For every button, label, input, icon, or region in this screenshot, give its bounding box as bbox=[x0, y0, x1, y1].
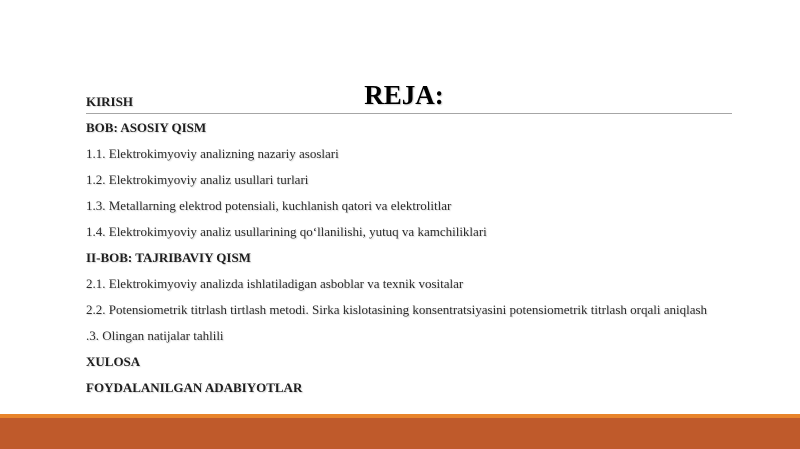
toc-item-kirish: KIRISH bbox=[86, 94, 133, 109]
toc-item-xulosa: XULOSA bbox=[86, 354, 141, 369]
toc-item-ii-bob: II-BOB: TAJRIBAVIY QISM bbox=[86, 250, 251, 265]
toc-item-2-3: .3. Olingan natijalar tahlili bbox=[86, 328, 224, 343]
footer-accent-bar bbox=[0, 418, 800, 449]
toc-item-2-2: 2.2. Potensiometrik titrlash tirtlash metodi. Sirka kislotasining konsentratsiyasini potensiometrik titrlash orqali aniqlash bbox=[86, 302, 708, 317]
toc-item-adabiyotlar: FOYDALANILGAN ADABIYOTLAR bbox=[86, 380, 303, 395]
toc-item-bob-asosiy-qism: BOB: ASOSIY QISM bbox=[86, 120, 207, 135]
toc-item-2-1: 2.1. Elektrokimyoviy analizda ishlatiladigan asboblar va texnik vositalar bbox=[86, 276, 464, 291]
toc-item-1-4: 1.4. Elektrokimyoviy analiz usullarining qo‘llanilishi, yutuq va kamchiliklari bbox=[86, 224, 487, 239]
slide-title: REJA: bbox=[364, 80, 444, 110]
toc-item-1-1: 1.1. Elektrokimyoviy analizning nazariy asoslari bbox=[86, 146, 339, 161]
title-divider bbox=[86, 113, 732, 114]
toc-item-1-3: 1.3. Metallarning elektrod potensiali, kuchlanish qatori va elektrolitlar bbox=[86, 198, 452, 213]
toc-item-1-2: 1.2. Elektrokimyoviy analiz usullari turlari bbox=[86, 172, 309, 187]
